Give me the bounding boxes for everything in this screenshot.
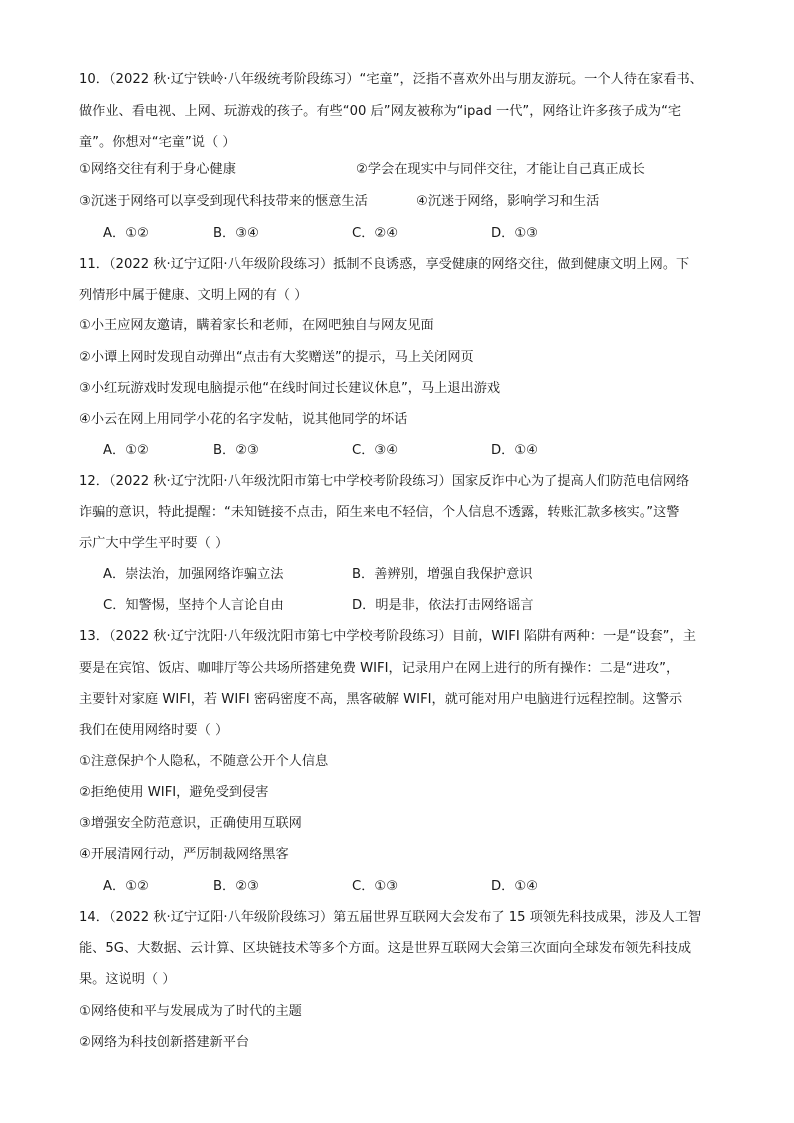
q10-statement-3: ③沉迷于网络可以享受到现代科技带来的惬意生活 xyxy=(79,194,368,209)
q10-stem-line-2: 做作业、看电视、上网、玩游戏的孩子。有些“00 后”网友被称为“ipad 一代”，网络让许多孩子成为“宅 xyxy=(79,104,682,119)
q12-stem-line-3: 示广大中学生平时要（ ） xyxy=(79,536,229,551)
q14-stem-line-1: 14．（2022 秋·辽宁辽阳·八年级阶段练习）第五届世界互联网大会发布了 15 项领先科技成果，涉及人工智 xyxy=(79,910,702,925)
q13-statement-4: ④开展清网行动，严厉制裁网络黑客 xyxy=(79,847,289,862)
q11-stem-line-2: 列情形中属于健康、文明上网的有（ ） xyxy=(79,288,308,303)
q11-statement-1: ①小王应网友邀请，瞒着家长和老师，在网吧独自与网友见面 xyxy=(79,318,434,333)
q13-option-d[interactable]: D．①④ xyxy=(491,879,538,894)
q13-option-c[interactable]: C．①③ xyxy=(352,879,399,894)
q10-statement-2: ②学会在现实中与同伴交往，才能让自己真正成长 xyxy=(356,162,645,177)
q12-option-c[interactable]: C．知警惕，坚持个人言论自由 xyxy=(103,598,284,613)
q13-stem-line-4: 我们在使用网络时要（ ） xyxy=(79,723,229,738)
q10-option-b[interactable]: B．③④ xyxy=(213,226,259,241)
q13-stem-line-1: 13．（2022 秋·辽宁沈阳·八年级沈阳市第七中学校考阶段练习）目前，WIFI 陷阱有两种：一是“设套”，主 xyxy=(79,629,696,644)
q10-statement-1: ①网络交往有利于身心健康 xyxy=(79,162,236,177)
q12-stem-line-1: 12．（2022 秋·辽宁沈阳·八年级沈阳市第七中学校考阶段练习）国家反诈中心为了提高人们防范电信网络 xyxy=(79,474,690,489)
q11-statement-2: ②小谭上网时发现自动弹出“点击有大奖赠送”的提示，马上关闭网页 xyxy=(79,350,474,365)
q11-option-c[interactable]: C．③④ xyxy=(352,443,399,458)
q12-stem-line-2: 诈骗的意识，特此提醒：“未知链接不点击，陌生来电不轻信，个人信息不透露，转账汇款多核实。”这警 xyxy=(79,505,680,520)
q10-option-a[interactable]: A．①② xyxy=(103,226,149,241)
q13-statement-1: ①注意保护个人隐私，不随意公开个人信息 xyxy=(79,754,329,769)
q10-statement-4: ④沉迷于网络，影响学习和生活 xyxy=(416,194,600,209)
q13-statement-2: ②拒绝使用 WIFI，避免受到侵害 xyxy=(79,785,269,800)
q12-option-a[interactable]: A．崇法治，加强网络诈骗立法 xyxy=(103,567,284,582)
q13-statement-3: ③增强安全防范意识，正确使用互联网 xyxy=(79,816,302,831)
q14-stem-line-3: 果。这说明（ ） xyxy=(79,972,176,987)
q13-option-a[interactable]: A．①② xyxy=(103,879,149,894)
q11-stem-line-1: 11．（2022 秋·辽宁辽阳·八年级阶段练习）抵制不良诱惑，享受健康的网络交往，做到健康文明上网。下 xyxy=(79,257,690,272)
q12-option-b[interactable]: B．善辨别，增强自我保护意识 xyxy=(352,567,533,582)
q14-statement-2: ②网络为科技创新搭建新平台 xyxy=(79,1035,250,1050)
q11-option-d[interactable]: D．①④ xyxy=(491,443,538,458)
q11-statement-3: ③小红玩游戏时发现电脑提示他“在线时间过长建议休息”，马上退出游戏 xyxy=(79,381,501,396)
q12-option-d[interactable]: D．明是非，依法打击网络谣言 xyxy=(352,598,534,613)
q14-statement-1: ①网络使和平与发展成为了时代的主题 xyxy=(79,1004,302,1019)
q11-statement-4: ④小云在网上用同学小花的名字发帖，说其他同学的坏话 xyxy=(79,412,408,427)
q10-stem-line-3: 童”。你想对“宅童”说（ ） xyxy=(79,135,236,150)
q10-stem-line-1: 10．（2022 秋·辽宁铁岭·八年级统考阶段练习）“宅童”，泛指不喜欢外出与朋友游玩。一个人待在家看书、 xyxy=(79,72,703,87)
q13-stem-line-3: 主要针对家庭 WIFI，若 WIFI 密码密度不高，黑客破解 WIFI，就可能对用户电脑进行远程控制。这警示 xyxy=(79,692,683,707)
q11-option-b[interactable]: B．②③ xyxy=(213,443,259,458)
q13-option-b[interactable]: B．②③ xyxy=(213,879,259,894)
q10-option-c[interactable]: C．②④ xyxy=(352,226,399,241)
q11-option-a[interactable]: A．①② xyxy=(103,443,149,458)
q10-option-d[interactable]: D．①③ xyxy=(491,226,538,241)
q14-stem-line-2: 能、5G、大数据、云计算、区块链技术等多个方面。这是世界互联网大会第三次面向全球发布领先科技成 xyxy=(79,941,692,956)
q13-stem-line-2: 要是在宾馆、饭店、咖啡厅等公共场所搭建免费 WIFI，记录用户在网上进行的所有操作：二是“进攻”， xyxy=(79,661,680,676)
